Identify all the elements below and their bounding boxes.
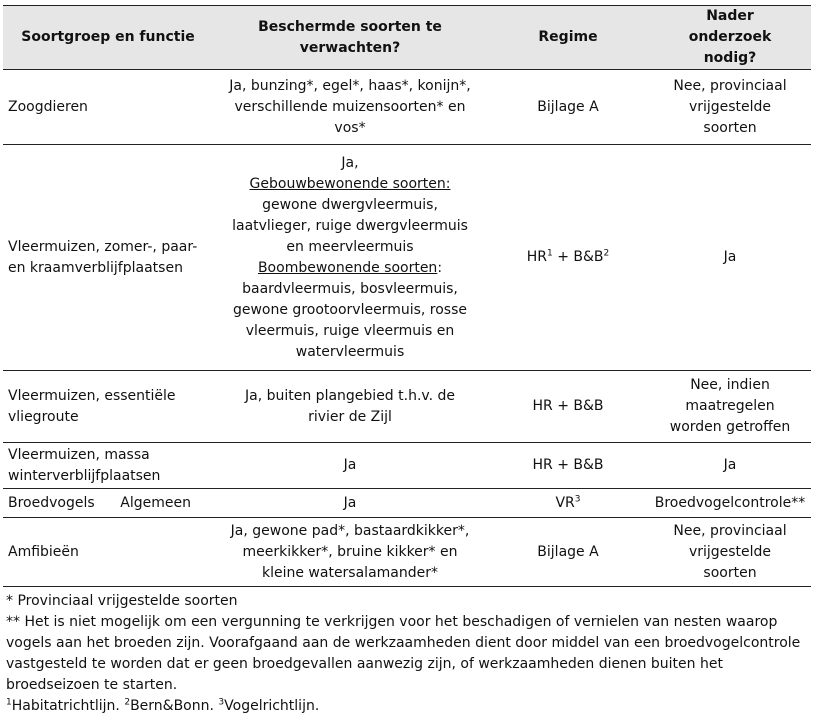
group-cell: Amfibieën [8,543,79,560]
table-row-breeding-birds [3,489,811,518]
species-intro: Ja, [341,154,359,171]
table-row-bats-flight [3,371,811,443]
group-cell: Vleermuizen, massa winterverblijfplaatsen [8,446,161,484]
footnote-double-star: ** Het is niet mogelijk om een vergunning te verkrijgen voor het beschadigen of vernielen van nesten waarop vogels aan het broeden zijn. Voorafgaand aan de werkzaamheden dient door middel van een broedvogelcontrole vastgesteld te worden dat er geen broedgevallen aanwezig zijn, of werkzaamheden dienen buiten het broedseizoen te starten. [6,614,801,693]
research-cell: Nee, provinciaal vrijgestelde soorten [673,522,787,581]
abbr-sup-1: 1 [6,697,12,708]
table-row-amphibians [3,518,811,587]
regime-cell: Bijlage A [537,98,599,115]
regime-vr: VR [555,494,575,511]
regime-cell: HR + B&B [532,398,604,414]
header-regime: Regime [487,6,649,70]
abbr-sup-3: 3 [218,697,225,708]
regime-cell [487,489,649,518]
species-cell: Ja, gewone pad*, bastaardkikker*, meerkikker*, bruine kikker* en kleine watersalamander* [230,522,470,581]
abbr-habitat: Habitatrichtlijn. [11,698,125,714]
tree-species-heading: Boombewonende soorten [257,259,438,276]
species-cell: Ja, bunzing*, egel*, haas*, konijn*, verschillende muizensoorten* en vos* [229,77,471,136]
regime-cell: HR + B&B [532,457,604,473]
species-cell [213,145,487,371]
group-cell: Vleermuizen, zomer-, paar- en kraamverblijfplaatsen [8,238,198,276]
research-cell: Nee, indien maatregelen worden getroffen [669,377,791,435]
regime-sup-1: 1 [547,248,553,259]
group-cell: Vleermuizen, essentiële vliegroute [8,387,176,425]
abbr-sup-2: 2 [124,697,131,708]
footnote-abbreviations [6,696,811,717]
abbr-vogel: Vogelrichtlijn. [224,698,320,714]
header-further-research: Nader onderzoek nodig? [649,6,811,70]
group-label: Broedvogels [8,494,95,511]
footnote-star: * Provinciaal vrijgestelde soorten [6,593,238,609]
tree-species-colon: : [437,259,443,276]
regime-bb: + B&B [552,249,604,265]
footnotes [3,591,811,717]
regime-hr: HR [526,249,548,265]
species-cell: Ja [343,494,357,511]
abbr-bern-bonn: Bern&Bonn. [130,698,219,714]
table-header-row [3,6,811,70]
research-cell: Nee, provinciaal vrijgestelde soorten [673,77,787,136]
research-cell: Ja [723,457,737,473]
tree-species-heading-line [229,258,471,279]
species-table-container [3,5,811,717]
regime-cell: Bijlage A [537,543,599,560]
building-species-heading: Gebouwbewonende soorten: [249,175,451,192]
research-cell: Broedvogelcontrole** [654,494,806,511]
building-species-list: gewone dwergvleermuis, laatvlieger, ruige dwergvleermuis en meervleermuis [232,196,468,255]
group-cell: Zoogdieren [8,98,88,115]
group-cell [3,489,213,518]
species-cell: Ja [343,457,357,473]
regime-sup-3: 3 [574,493,581,504]
tree-species-list: baardvleermuis, bosvleermuis, gewone grootoorvleermuis, rosse vleermuis, ruige vleermuis en watervleermuis [232,280,467,360]
group-subgroup-line [8,493,209,514]
regime-cell [487,145,649,371]
header-protected-species: Beschermde soorten te verwachten? [213,6,487,70]
table-row-mammals [3,70,811,145]
research-cell: Ja [723,249,737,265]
species-table [3,5,811,587]
table-row-bats-winter [3,443,811,489]
species-cell: Ja, buiten plangebied t.h.v. de rivier de Zijl [245,387,455,425]
regime-sup-2: 2 [603,248,610,259]
header-species-group: Soortgroep en functie [3,6,213,70]
table-row-bats-summer [3,145,811,371]
subgroup-label: Algemeen [120,494,191,511]
